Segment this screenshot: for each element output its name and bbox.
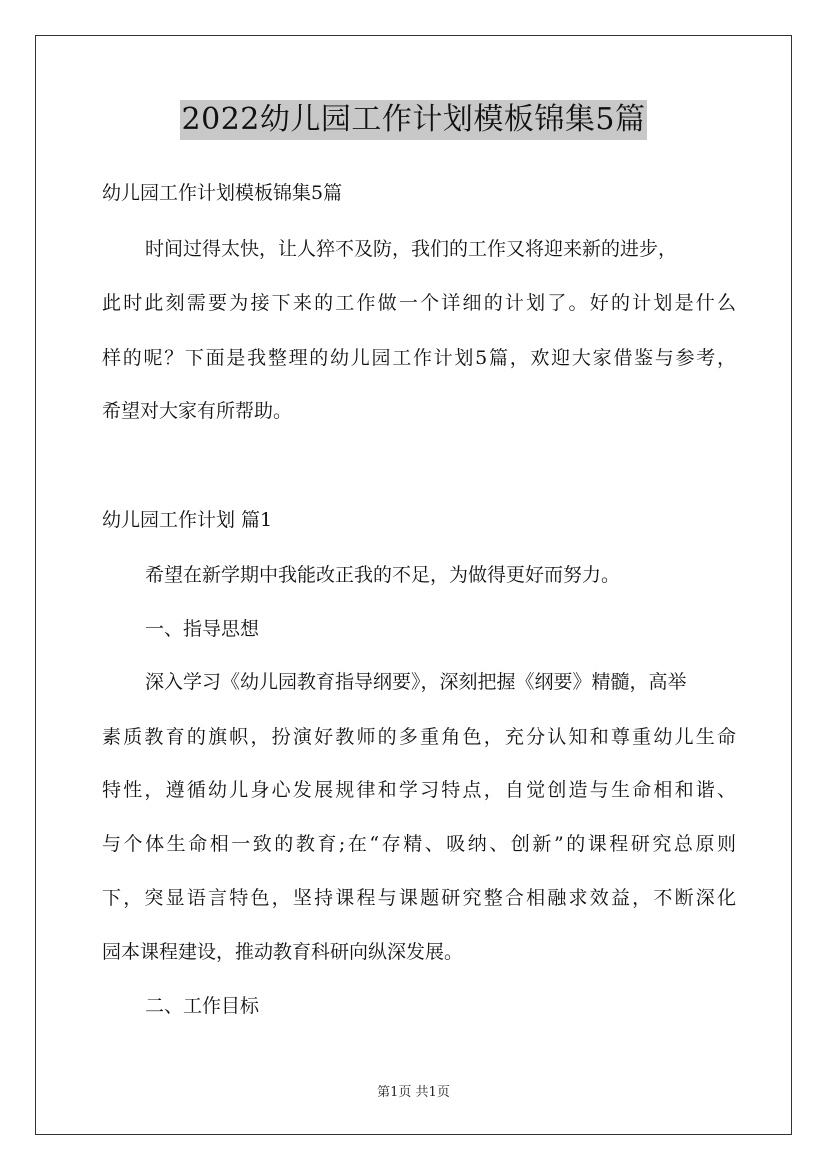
paragraph-line: 深入学习《幼儿园教育指导纲要》，深刻把握《纲要》精髓，高举 xyxy=(145,671,687,693)
heading-work-goals: 二、工作目标 xyxy=(145,995,260,1017)
paragraph-line: 特性，遵循幼儿身心发展规律和学习特点，自觉创造与生命相和谐、 xyxy=(102,779,736,801)
paragraph-line: 素质教育的旗帜，扮演好教师的多重角色，充分认知和尊重幼儿生命 xyxy=(102,726,736,748)
document-title: 2022幼儿园工作计划模板锦集5篇 xyxy=(180,100,648,140)
subtitle: 幼儿园工作计划模板锦集5篇 xyxy=(102,182,343,204)
intro-line: 希望对大家有所帮助。 xyxy=(102,400,293,422)
paragraph-line: 与个体生命相一致的教育;在“存精、吸纳、创新”的课程研究总原则 xyxy=(102,833,736,855)
intro-line: 时间过得太快，让人猝不及防，我们的工作又将迎来新的进步， xyxy=(145,238,678,260)
section-heading: 幼儿园工作计划 篇1 xyxy=(102,509,273,531)
intro-line: 此时此刻需要为接下来的工作做一个详细的计划了。好的计划是什么 xyxy=(102,292,736,314)
title-container xyxy=(0,100,827,140)
page-footer: 第1页 共1页 xyxy=(377,1085,450,1100)
intro-line: 样的呢？下面是我整理的幼儿园工作计划5篇，欢迎大家借鉴与参考， xyxy=(102,347,736,369)
paragraph-line: 园本课程建设，推动教育科研向纵深发展。 xyxy=(102,941,464,963)
section-intro: 希望在新学期中我能改正我的不足，为做得更好而努力。 xyxy=(145,564,621,586)
paragraph-line: 下，突显语言特色，坚持课程与课题研究整合相融求效益，不断深化 xyxy=(102,887,736,909)
heading-guiding-ideology: 一、指导思想 xyxy=(145,618,260,640)
